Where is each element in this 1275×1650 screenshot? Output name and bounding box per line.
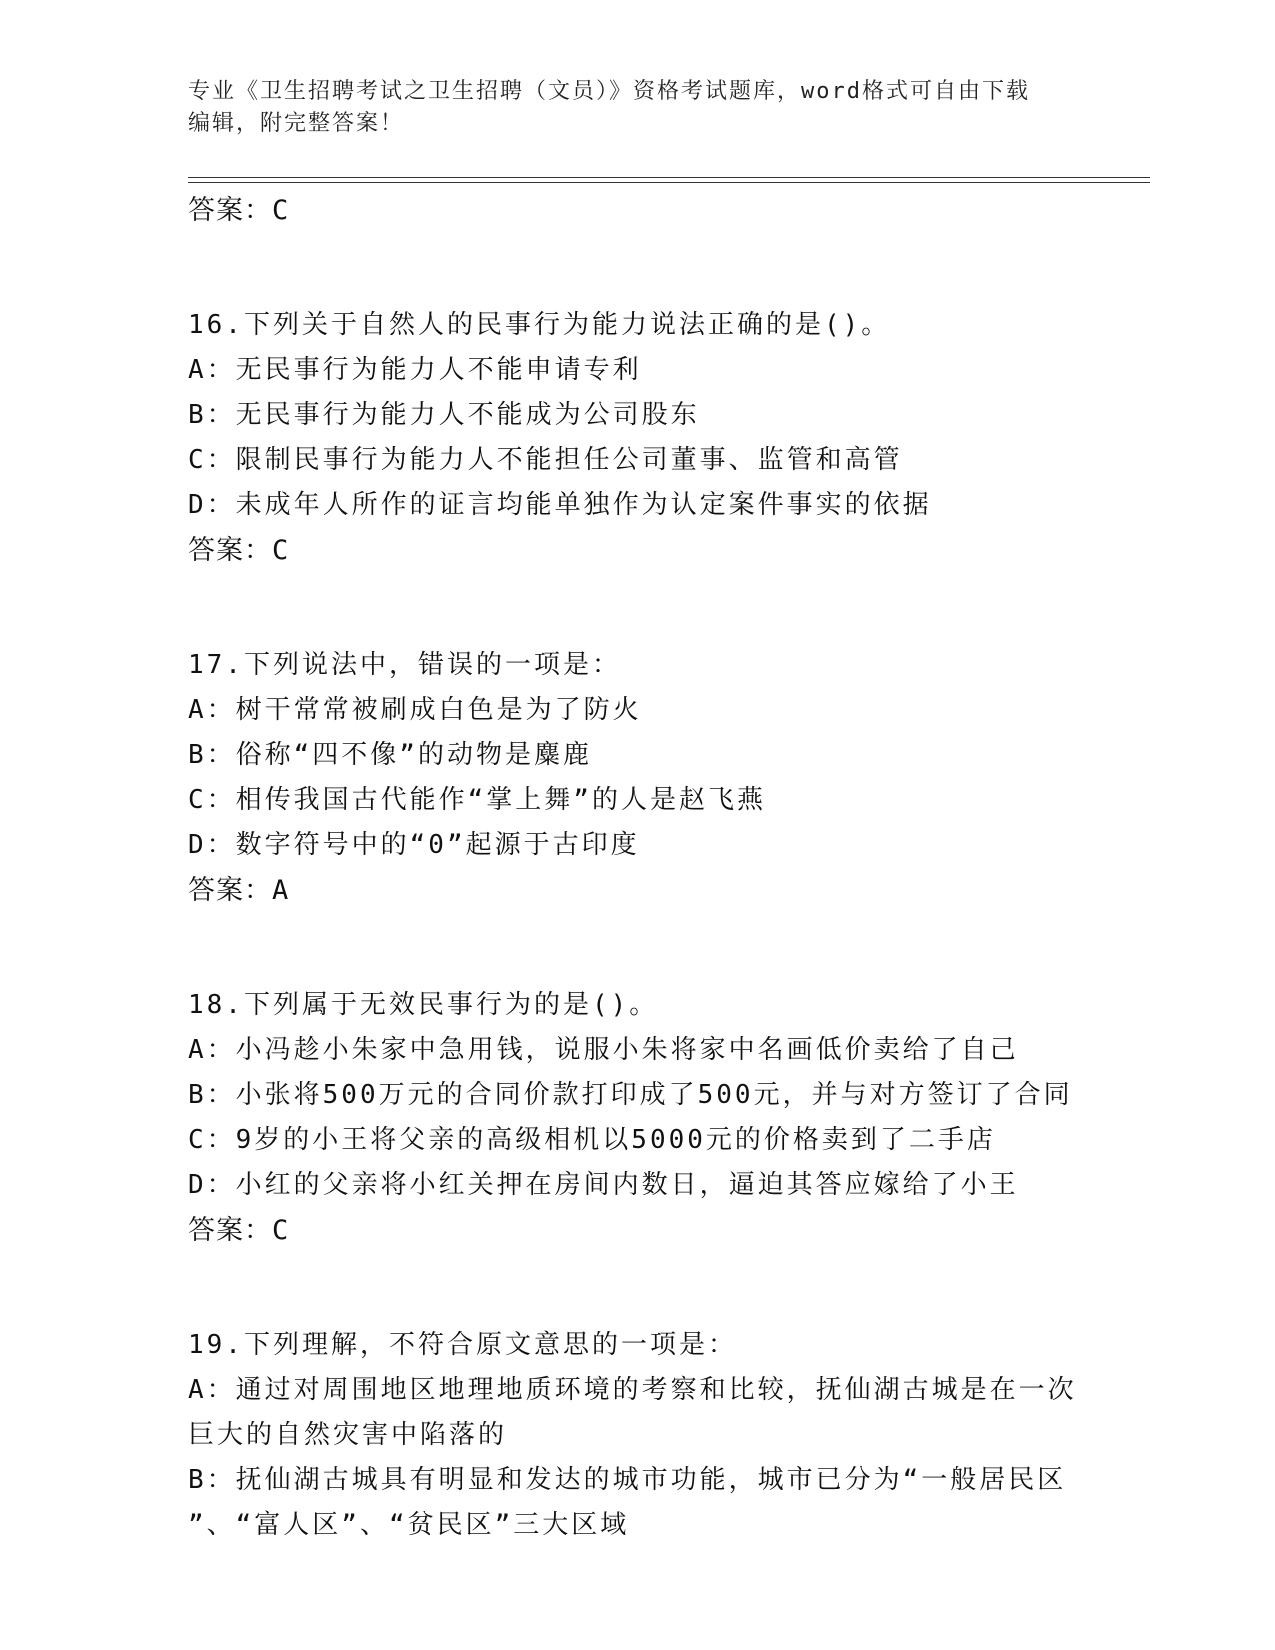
option-b: B：抚仙湖古城具有明显和发达的城市功能，城市已分为“一般居民区 — [188, 1465, 1067, 1495]
answer-value: C — [272, 535, 290, 566]
option-d: D：未成年人所作的证言均能单独作为认定案件事实的依据 — [188, 490, 932, 520]
header-line-1: 专业《卫生招聘考试之卫生招聘（文员）》资格考试题库，word格式可自由下载 — [188, 79, 1030, 104]
header-line-2: 编辑，附完整答案！ — [188, 111, 405, 136]
question-list — [188, 188, 1108, 1548]
question-18 — [188, 983, 1108, 1253]
question-stem: 17.下列说法中，错误的一项是： — [188, 650, 621, 680]
option-b: B：无民事行为能力人不能成为公司股东 — [188, 400, 700, 430]
option-d: D：小红的父亲将小红关押在房间内数日，逼迫其答应嫁给了小王 — [188, 1170, 1019, 1200]
question-stem: 18.下列属于无效民事行为的是()。 — [188, 990, 659, 1020]
answer-label: 答案： — [188, 535, 272, 566]
option-c: C：限制民事行为能力人不能担任公司董事、监管和高管 — [188, 445, 903, 475]
option-b: B：俗称“四不像”的动物是麋鹿 — [188, 740, 592, 770]
question-19 — [188, 1323, 1108, 1548]
answer-value: C — [272, 1215, 290, 1246]
option-a: A：无民事行为能力人不能申请专利 — [188, 355, 642, 385]
option-a: A：通过对周围地区地理地质环境的考察和比较，抚仙湖古城是在一次 — [188, 1375, 1077, 1405]
option-d: D：数字符号中的“0”起源于古印度 — [188, 830, 640, 860]
document-header — [188, 76, 1068, 140]
option-c: C：相传我国古代能作“掌上舞”的人是赵飞燕 — [188, 785, 766, 815]
question-16 — [188, 303, 1108, 573]
question-stem: 19.下列理解，不符合原文意思的一项是： — [188, 1330, 737, 1360]
answer-value: C — [272, 195, 290, 226]
option-c: C：9岁的小王将父亲的高级相机以5000元的价格卖到了二手店 — [188, 1125, 996, 1155]
answer-label: 答案： — [188, 1215, 272, 1246]
answer-label: 答案： — [188, 195, 272, 226]
header-rule-top — [188, 177, 1150, 178]
answer-line — [188, 528, 1108, 573]
question-17 — [188, 643, 1108, 913]
option-b-continued: ”、“富人区”、“贫民区”三大区域 — [188, 1510, 630, 1540]
answer-line — [188, 188, 1108, 233]
option-a: A：树干常常被刷成白色是为了防火 — [188, 695, 642, 725]
answer-line — [188, 1208, 1108, 1253]
header-rule-bottom — [188, 182, 1150, 183]
answer-line — [188, 868, 1108, 913]
option-a: A：小冯趁小朱家中急用钱，说服小朱将家中名画低价卖给了自己 — [188, 1035, 1019, 1065]
question-stem: 16.下列关于自然人的民事行为能力说法正确的是()。 — [188, 310, 891, 340]
answer-value: A — [272, 875, 290, 906]
option-b: B：小张将500万元的合同价款打印成了500元，并与对方签订了合同 — [188, 1080, 1073, 1110]
answer-label: 答案： — [188, 875, 272, 906]
option-a-continued: 巨大的自然灾害中陷落的 — [188, 1420, 508, 1450]
